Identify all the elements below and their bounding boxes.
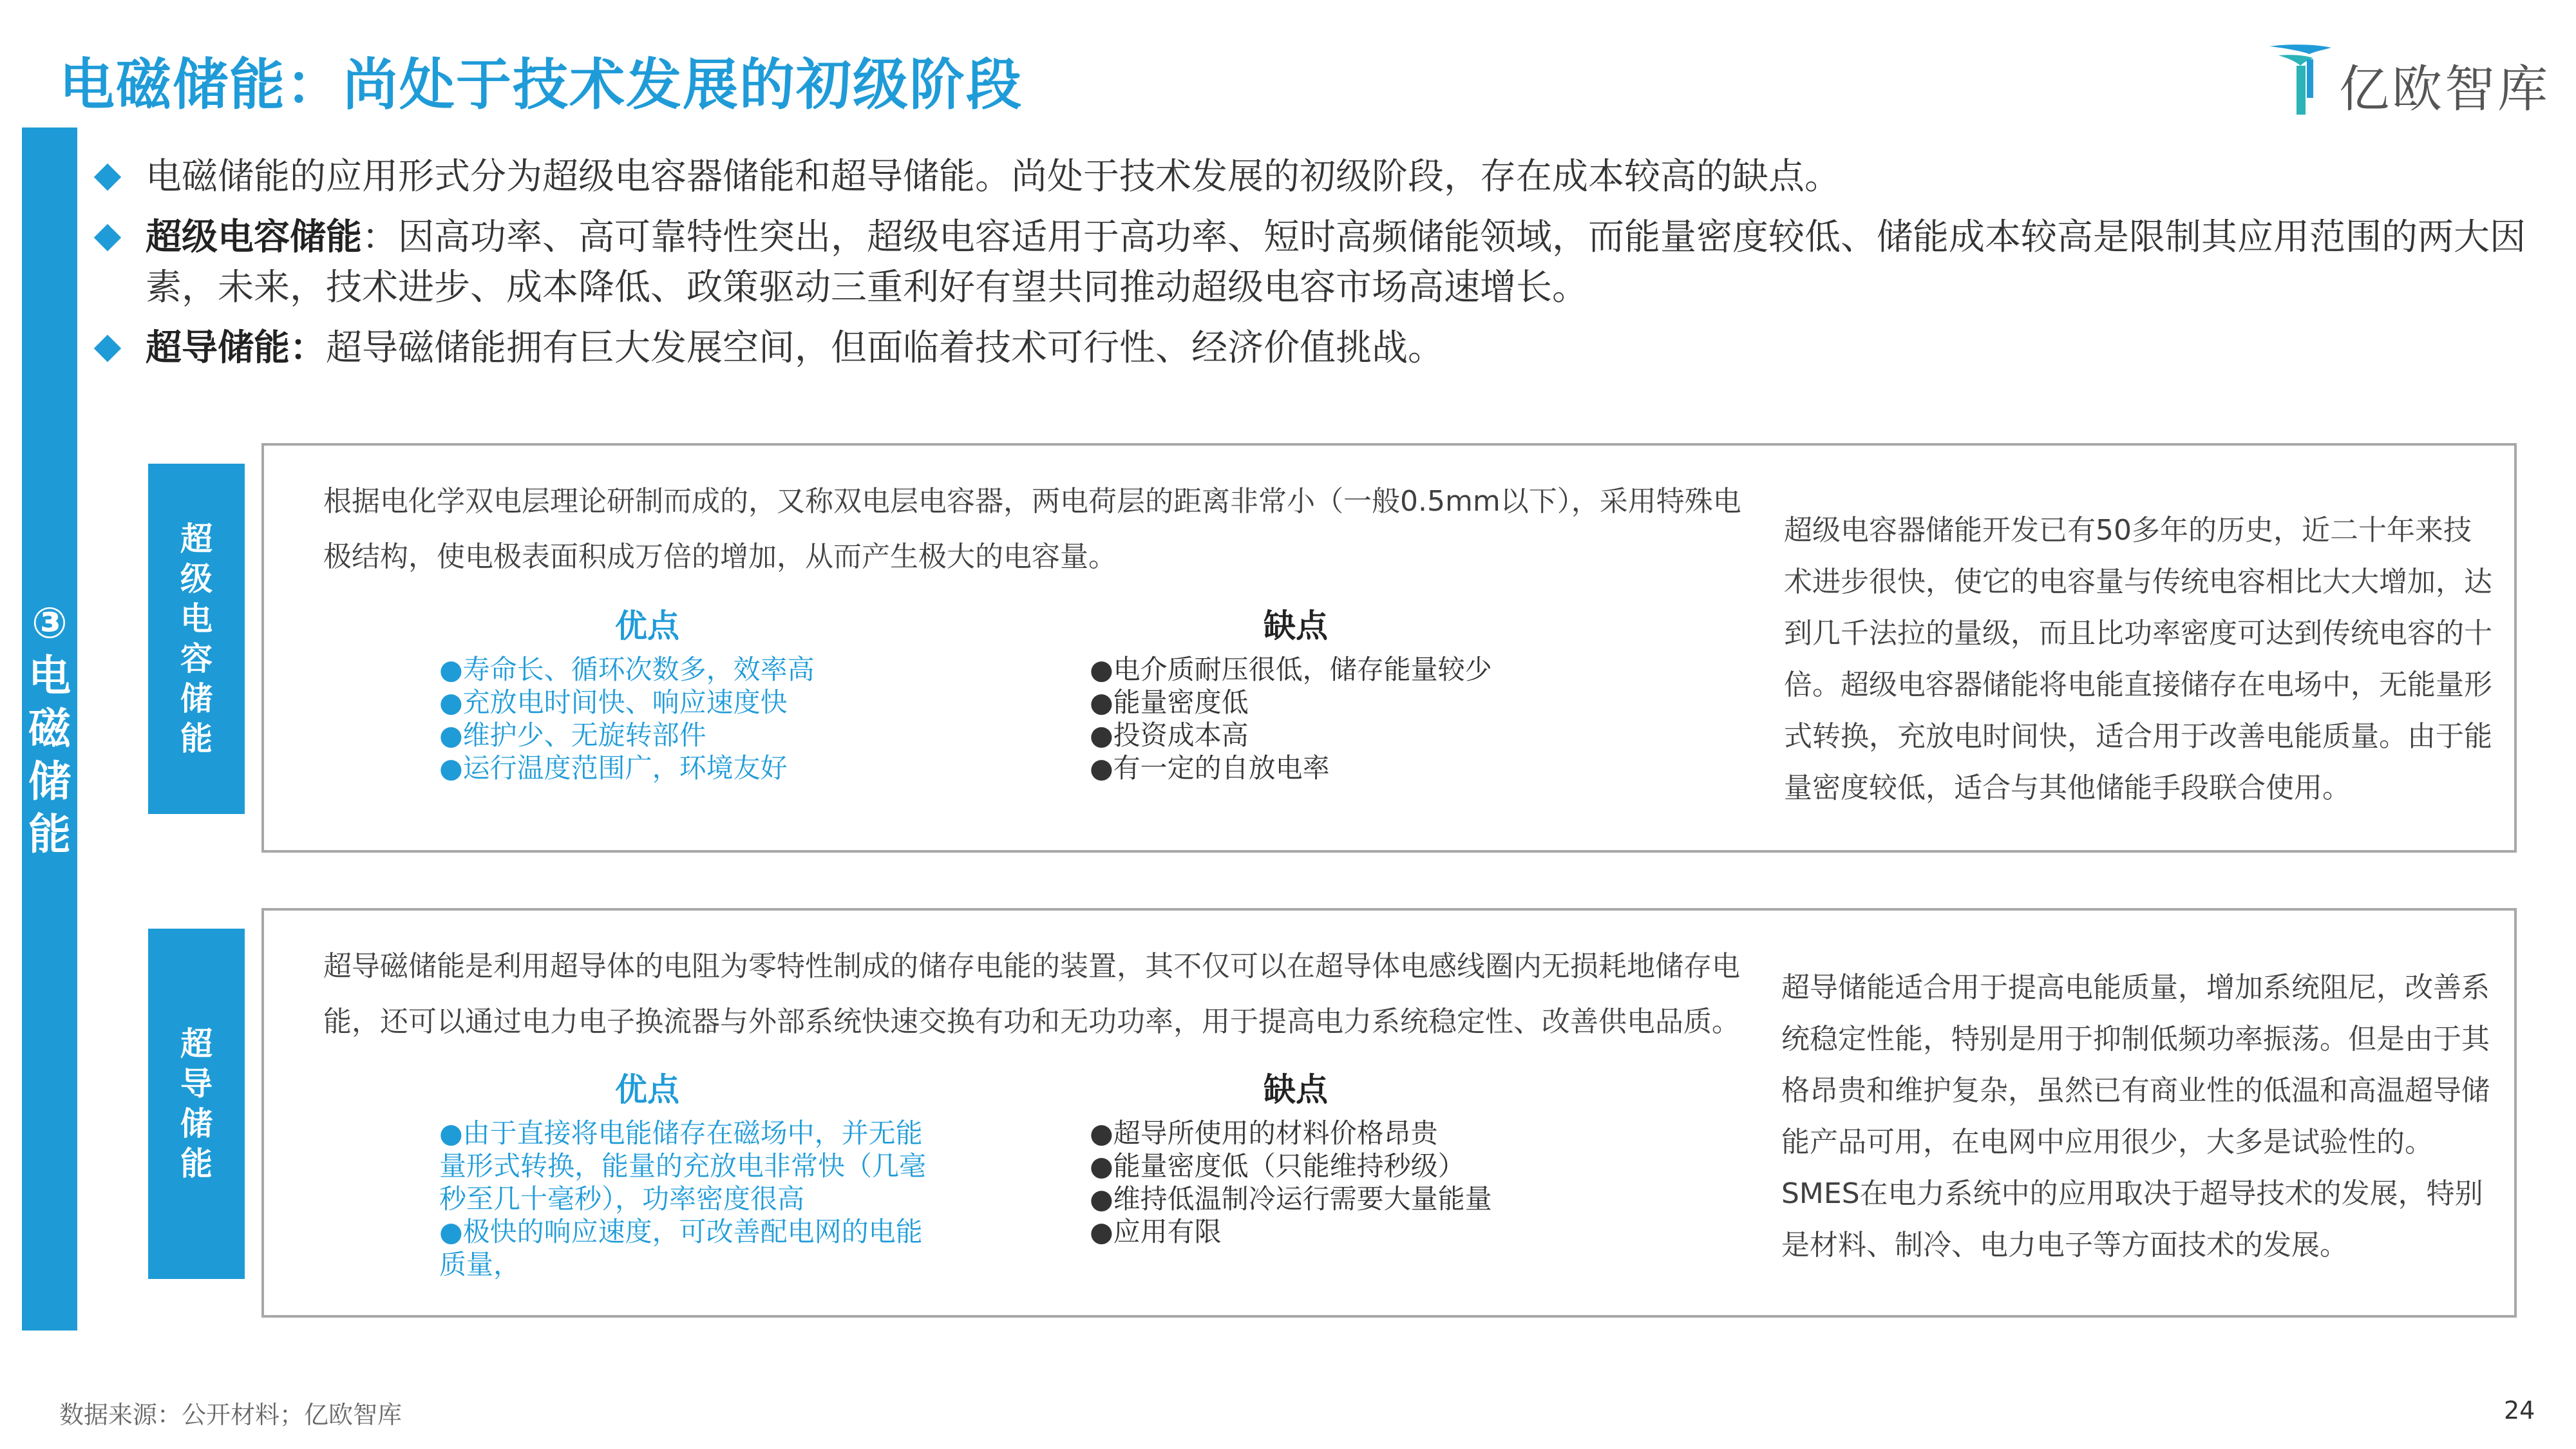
logo-text: 亿欧智库	[2339, 61, 2551, 118]
sidebar-section-label	[22, 128, 77, 1331]
supercapacitor-side-note: 超级电容器储能开发已有50多年的历史，近二十年来技术进步很快，使它的电容量与传统电容相比大大增加，达到几千法拉的量级，而且比功率密度可达到传统电容的十倍。超级电容器储能将电能直接储存在电场中，无能量形式转换，充放电时间快，适合用于改善电能质量。由于能量密度较低，适合与其他储能手段联合使用。	[1784, 514, 2492, 804]
brand-logo	[2267, 40, 2550, 124]
list-item: ●超导所使用的材料价格昂贵	[1090, 1117, 1438, 1149]
section-tag-text: 超级电容储能	[180, 520, 213, 757]
superconducting-side-note: 超导储能适合用于提高电能质量，增加系统阻尼，改善系统稳定性能，特别是用于抑制低频功率振荡。但是由于其格昂贵和维护复杂，虽然已有商业性的低温和高温超导储能产品可用，在电网中应用很少，大多是试验性的。SMES在电力系统中的应用取决于超导技术的发展，特别是材料、制冷、电力电子等方面技术的发展。	[1781, 971, 2490, 1262]
page-title: 电磁储能：尚处于技术发展的初级阶段	[59, 53, 1023, 117]
list-item: ●寿命长、循环次数多，效率高	[439, 654, 815, 685]
pros-list	[439, 653, 815, 784]
list-item: ●能量密度低	[1090, 687, 1249, 718]
pros-heading: 优点	[615, 607, 679, 645]
cons-heading: 缺点	[1264, 1071, 1328, 1108]
cons-list	[1090, 653, 1492, 784]
supercapacitor-tag	[148, 464, 245, 814]
page-number: 24	[2504, 1396, 2535, 1425]
diamond-bullet-icon	[94, 164, 121, 191]
data-source: 数据来源：公开材料；亿欧智库	[59, 1401, 402, 1429]
list-item: ●由于直接将电能储存在磁场中，并无能量形式转换，能量的充放电非常快（几毫秒至几十毫秒），功率密度很高	[439, 1117, 927, 1215]
list-item: ●能量密度低（只能维持秒级）	[1090, 1150, 1465, 1182]
superconducting-description: 超导磁储能是利用超导体的电阻为零特性制成的储存电能的装置，其不仅可以在超导体电感线圈内无损耗地储存电能，还可以通过电力电子换流器与外部系统快速交换有功和无功功率，用于提高电力系统稳定性、改善供电品质。	[323, 950, 1740, 1038]
logo-mark-icon	[2267, 40, 2334, 117]
pros-list	[439, 1117, 929, 1281]
list-item: ●有一定的自放电率	[1090, 752, 1330, 784]
section-tag-text: 超导储能	[180, 1025, 213, 1182]
sidebar-label-text: ③电磁储能	[28, 598, 71, 859]
summary-bullet	[90, 213, 2537, 313]
list-item: ●维护少、无旋转部件	[439, 719, 706, 751]
summary-bullets	[90, 152, 2537, 384]
cons-heading: 缺点	[1264, 607, 1328, 645]
pros-heading: 优点	[615, 1071, 679, 1108]
cons-list	[1090, 1117, 1492, 1248]
list-item: ●极快的响应速度，可改善配电网的电能质量，	[439, 1216, 923, 1280]
summary-bullet	[90, 323, 2537, 374]
superconducting-tag	[148, 929, 245, 1279]
list-item: ●维持低温制冷运行需要大量能量	[1090, 1183, 1492, 1215]
supercapacitor-description: 根据电化学双电层理论研制而成的，又称双电层电容器，两电荷层的距离非常小（一般0.5mm以下），采用特殊电极结构，使电极表面积成万倍的增加，从而产生极大的电容量。	[323, 485, 1741, 573]
summary-bullet	[90, 152, 2537, 202]
list-item: ●充放电时间快、响应速度快	[439, 687, 788, 718]
bullet-text: 超导磁储能拥有巨大发展空间，但面临着技术可行性、经济价值挑战。	[326, 327, 1444, 369]
list-item: ●应用有限	[1090, 1216, 1222, 1247]
list-item: ●投资成本高	[1090, 719, 1249, 751]
bullet-bold: 超级电容储能	[146, 216, 362, 258]
list-item: ●电介质耐压很低，储存能量较少	[1090, 654, 1492, 685]
list-item: ●运行温度范围广，环境友好	[439, 752, 788, 784]
bullet-text: ：因高功率、高可靠特性突出，超级电容适用于高功率、短时高频储能领域，而能量密度较低、储能成本较高是限制其应用范围的两大因素，未来，技术进步、成本降低、政策驱动三重利好有望共同推动超级电容市场高速增长。	[146, 216, 2526, 308]
diamond-bullet-icon	[94, 224, 121, 251]
bullet-bold: 超导储能：	[146, 327, 326, 369]
bullet-text: 电磁储能的应用形式分为超级电容器储能和超导储能。尚处于技术发展的初级阶段，存在成本较高的缺点。	[146, 156, 1841, 198]
diamond-bullet-icon	[94, 335, 121, 362]
